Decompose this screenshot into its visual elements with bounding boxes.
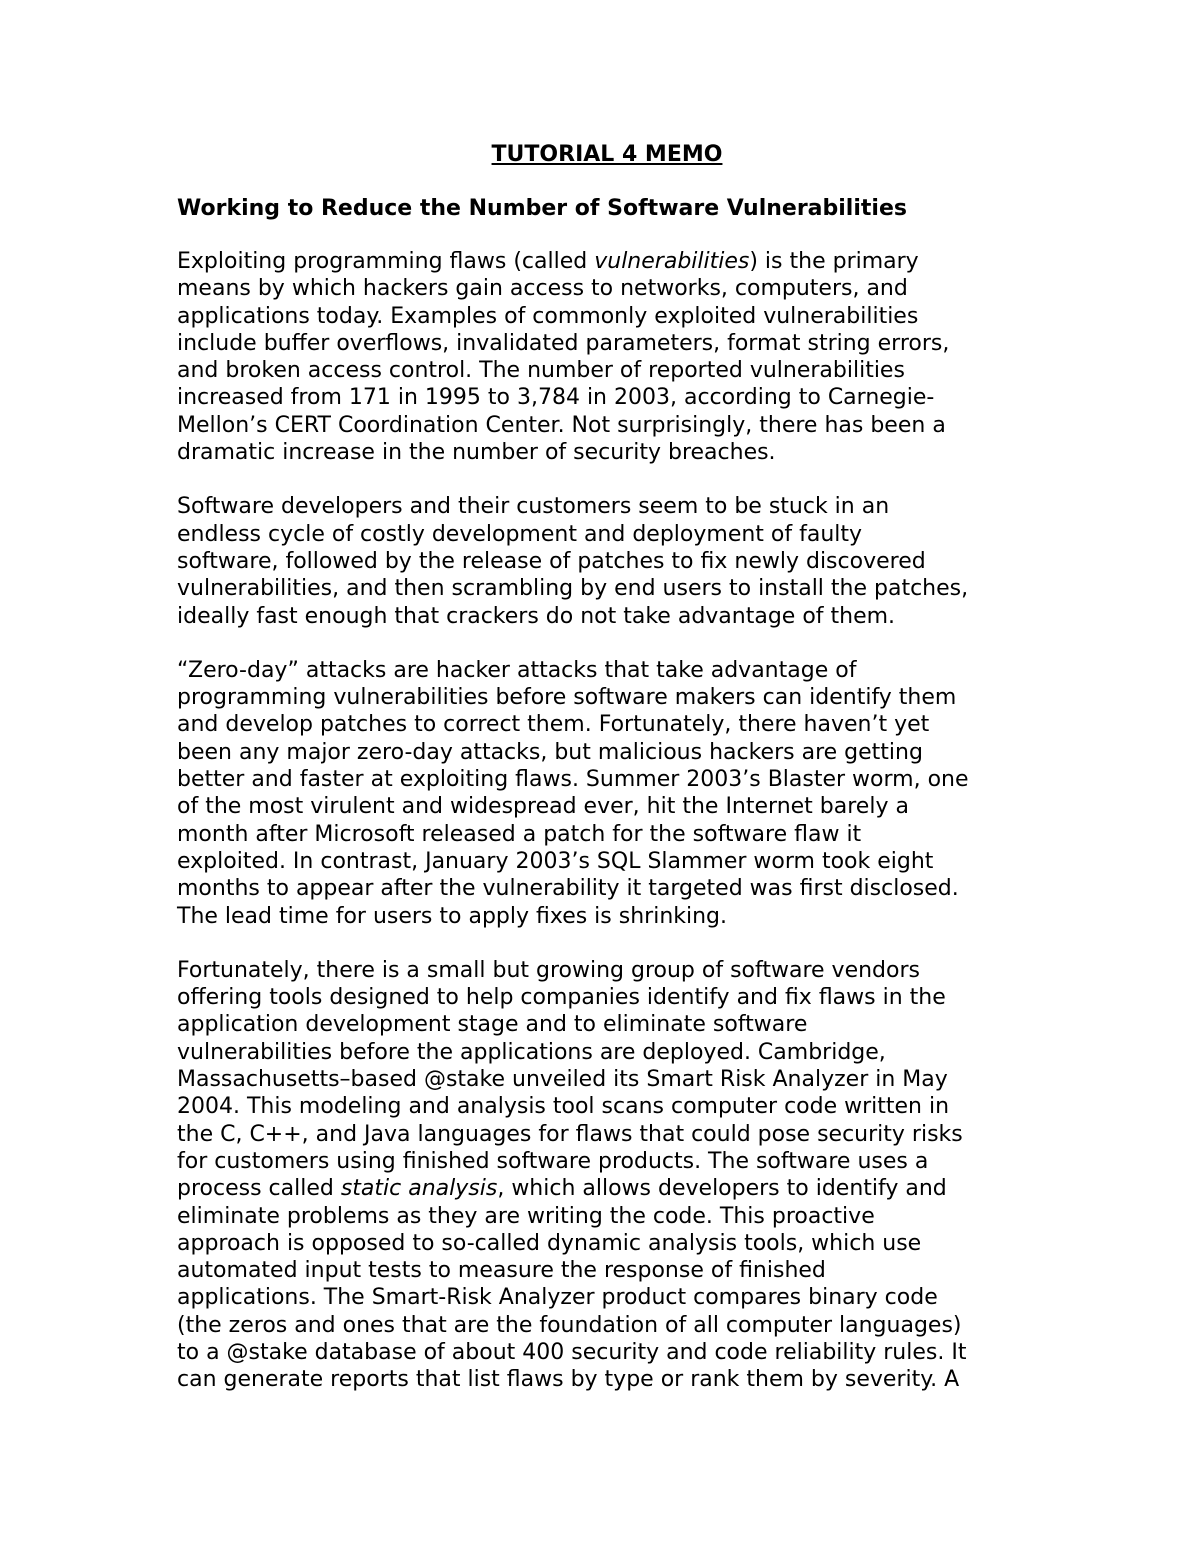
paragraph [177,957,1037,1394]
text-run: vulnerabilities, and then scrambling by end users to install the patches, [177,576,969,602]
paragraph-line [177,984,1037,1011]
text-run: months to appear after the vulnerability it targeted was first disclosed. [177,876,959,902]
document-subtitle: Working to Reduce the Number of Software Vulnerabilities [177,196,907,221]
paragraph-line [177,1203,1037,1230]
text-run: can generate reports that list flaws by type or rank them by severity. A [177,1367,960,1393]
paragraph-line [177,1175,1037,1202]
text-run: been any major zero-day attacks, but malicious hackers are getting [177,739,923,765]
document-content [177,140,1037,1421]
paragraph-line [177,957,1037,984]
paragraph [177,657,1037,930]
text-run: to a @stake database of about 400 security and code reliability rules. It [177,1339,967,1365]
paragraph [177,493,1037,629]
paragraph-line [177,1230,1037,1257]
text-run: offering tools designed to help companies identify and fix flaws in the [177,985,946,1011]
paragraph-line [177,603,1037,630]
paragraph-line [177,521,1037,548]
text-run: Mellon’s CERT Coordination Center. Not surprisingly, there has been a [177,412,946,438]
paragraph-line [177,412,1037,439]
italic-term: static analysis [340,1176,498,1202]
italic-term: vulnerabilities [594,249,750,274]
text-run: for customers using finished software products. The software uses a [177,1148,929,1174]
text-run: increased from 171 in 1995 to 3,784 in 2003, according to Carnegie- [177,385,935,411]
paragraph-line [177,711,1037,738]
paragraph-line [177,766,1037,793]
paragraph-line [177,330,1037,357]
text-run: 2004. This modeling and analysis tool scans computer code written in [177,1094,950,1120]
document-title: TUTORIAL 4 MEMO [491,142,723,167]
text-run: month after Microsoft released a patch for the software flaw it [177,821,862,847]
paragraph-line [177,439,1037,466]
text-run: and develop patches to correct them. Fortunately, there haven’t yet [177,712,930,738]
text-run: eliminate problems as they are writing the code. This proactive [177,1203,875,1229]
text-run: endless cycle of costly development and deployment of faulty [177,521,863,547]
paragraph-line [177,793,1037,820]
paragraph [177,248,1037,466]
text-run: ) is the primary [749,249,919,274]
paragraph-line [177,1366,1037,1393]
text-run: and broken access control. The number of reported vulnerabilities [177,358,905,384]
text-run: the C, C++, and Java languages for flaws that could pose security risks [177,1121,963,1147]
text-run: automated input tests to measure the response of finished [177,1258,826,1284]
text-run: applications today. Examples of commonly exploited vulnerabilities [177,303,919,329]
text-run: approach is opposed to so-called dynamic analysis tools, which use [177,1230,922,1256]
text-run: exploited. In contrast, January 2003’s SQL Slammer worm took eight [177,848,934,874]
paragraph-line [177,1257,1037,1284]
text-run: ideally fast enough that crackers do not take advantage of them. [177,603,896,629]
paragraph-line [177,1284,1037,1311]
paragraph-line [177,1312,1037,1339]
paragraph-line [177,684,1037,711]
text-run: application development stage and to eliminate software [177,1012,808,1038]
paragraph-line [177,903,1037,930]
paragraph-line [177,848,1037,875]
paragraph-line [177,548,1037,575]
document-body [177,248,1037,1394]
text-run: Fortunately, there is a small but growing group of software vendors [177,957,920,983]
paragraph-line [177,493,1037,520]
paragraph-line [177,875,1037,902]
text-run: include buffer overflows, invalidated parameters, format string errors, [177,330,950,356]
text-run: applications. The Smart-Risk Analyzer product compares binary code [177,1285,938,1311]
text-run: , which allows developers to identify and [497,1176,947,1202]
paragraph-line [177,1066,1037,1093]
text-run: dramatic increase in the number of security breaches. [177,440,776,466]
paragraph-line [177,575,1037,602]
text-run: means by which hackers gain access to networks, computers, and [177,276,908,302]
text-run: Massachusetts–based @stake unveiled its Smart Risk Analyzer in May [177,1067,948,1093]
text-run: of the most virulent and widespread ever, hit the Internet barely a [177,794,909,820]
paragraph-line [177,1039,1037,1066]
paragraph-line [177,1148,1037,1175]
paragraph-line [177,657,1037,684]
text-run: The lead time for users to apply fixes is shrinking. [177,903,728,929]
paragraph-line [177,384,1037,411]
paragraph-line [177,821,1037,848]
paragraph-line [177,1093,1037,1120]
text-run: Software developers and their customers seem to be stuck in an [177,494,890,520]
paragraph-line [177,739,1037,766]
text-run: “Zero-day” attacks are hacker attacks that take advantage of [177,657,857,683]
paragraph-line [177,357,1037,384]
paragraph-line [177,303,1037,330]
text-run: software, followed by the release of patches to fix newly discovered [177,548,926,574]
paragraph-line [177,275,1037,302]
paragraph-line [177,1121,1037,1148]
text-run: process called [177,1176,341,1202]
text-run: Exploiting programming flaws (called [177,249,595,274]
text-run: vulnerabilities before the applications are deployed. Cambridge, [177,1039,886,1065]
paragraph-line [177,248,1037,275]
paragraph-line [177,1011,1037,1038]
text-run: (the zeros and ones that are the foundation of all computer languages) [177,1312,962,1338]
text-run: programming vulnerabilities before software makers can identify them [177,685,957,711]
paragraph-line [177,1339,1037,1366]
text-run: better and faster at exploiting flaws. Summer 2003’s Blaster worm, one [177,767,969,793]
